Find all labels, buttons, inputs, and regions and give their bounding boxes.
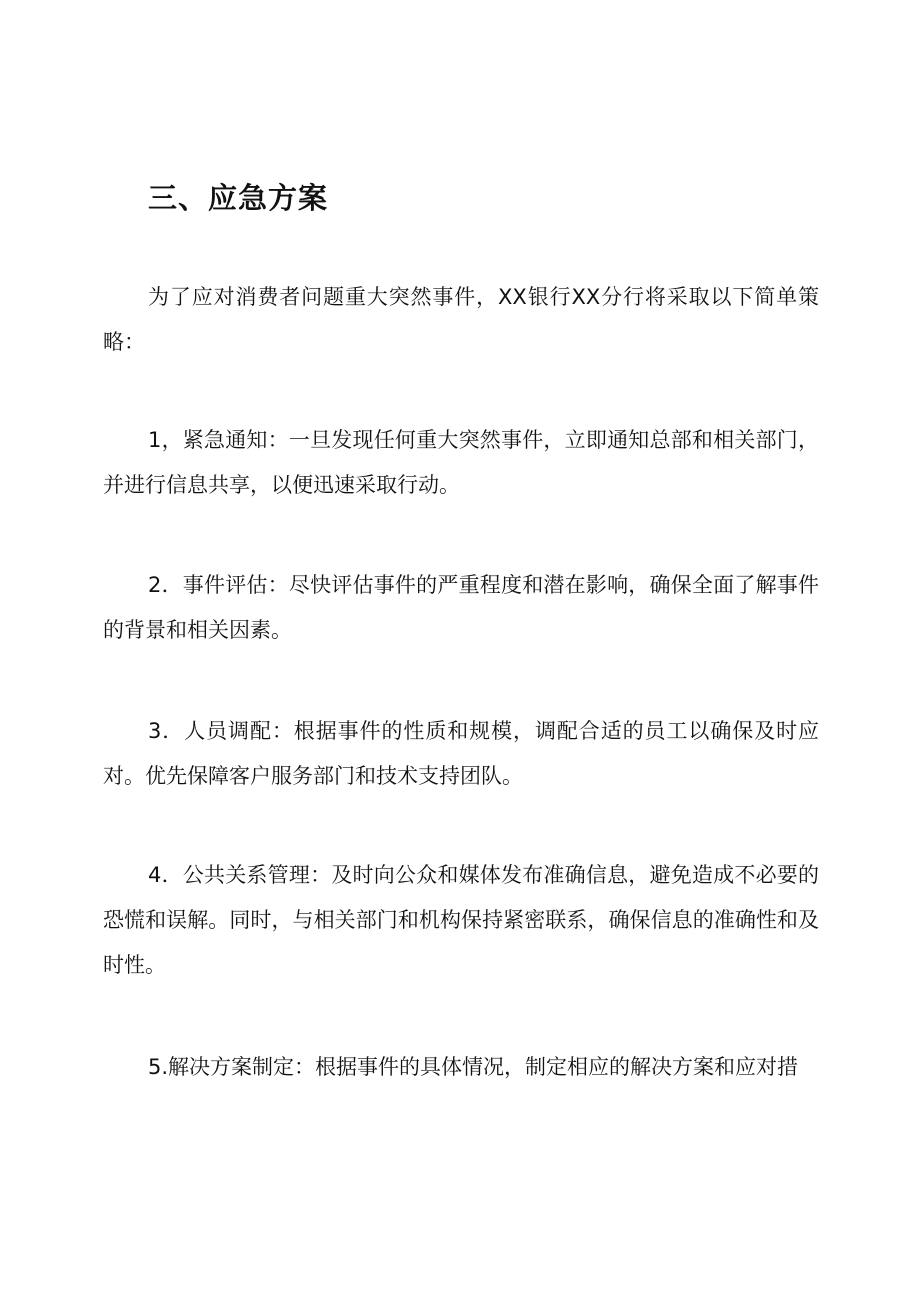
list-item-solution-planning: 5.解决方案制定：根据事件的具体情况，制定相应的解决方案和应对措 bbox=[148, 1055, 799, 1079]
list-item-public-relations: 4．公共关系管理：及时向公众和媒体发布准确信息，避免造成不必要的恐慌和误解。同时，与相关部门和机构保持紧密联系，确保信息的准确性和及时性。 bbox=[103, 863, 819, 977]
section-heading: 三、应急方案 bbox=[148, 181, 329, 215]
list-item-event-assessment: 2．事件评估：尽快评估事件的严重程度和潜在影响，确保全面了解事件的背景和相关因素。 bbox=[103, 573, 819, 642]
list-item-emergency-notice: 1，紧急通知：一旦发现任何重大突然事件，立即通知总部和相关部门，并进行信息共享，以便迅速采取行动。 bbox=[103, 428, 819, 497]
list-item-staff-allocation: 3．人员调配：根据事件的性质和规模，调配合适的员工以确保及时应对。优先保障客户服务部门和技术支持团队。 bbox=[103, 719, 819, 788]
intro-paragraph: 为了应对消费者问题重大突然事件，XX银行XX分行将采取以下简单策略： bbox=[103, 285, 819, 354]
